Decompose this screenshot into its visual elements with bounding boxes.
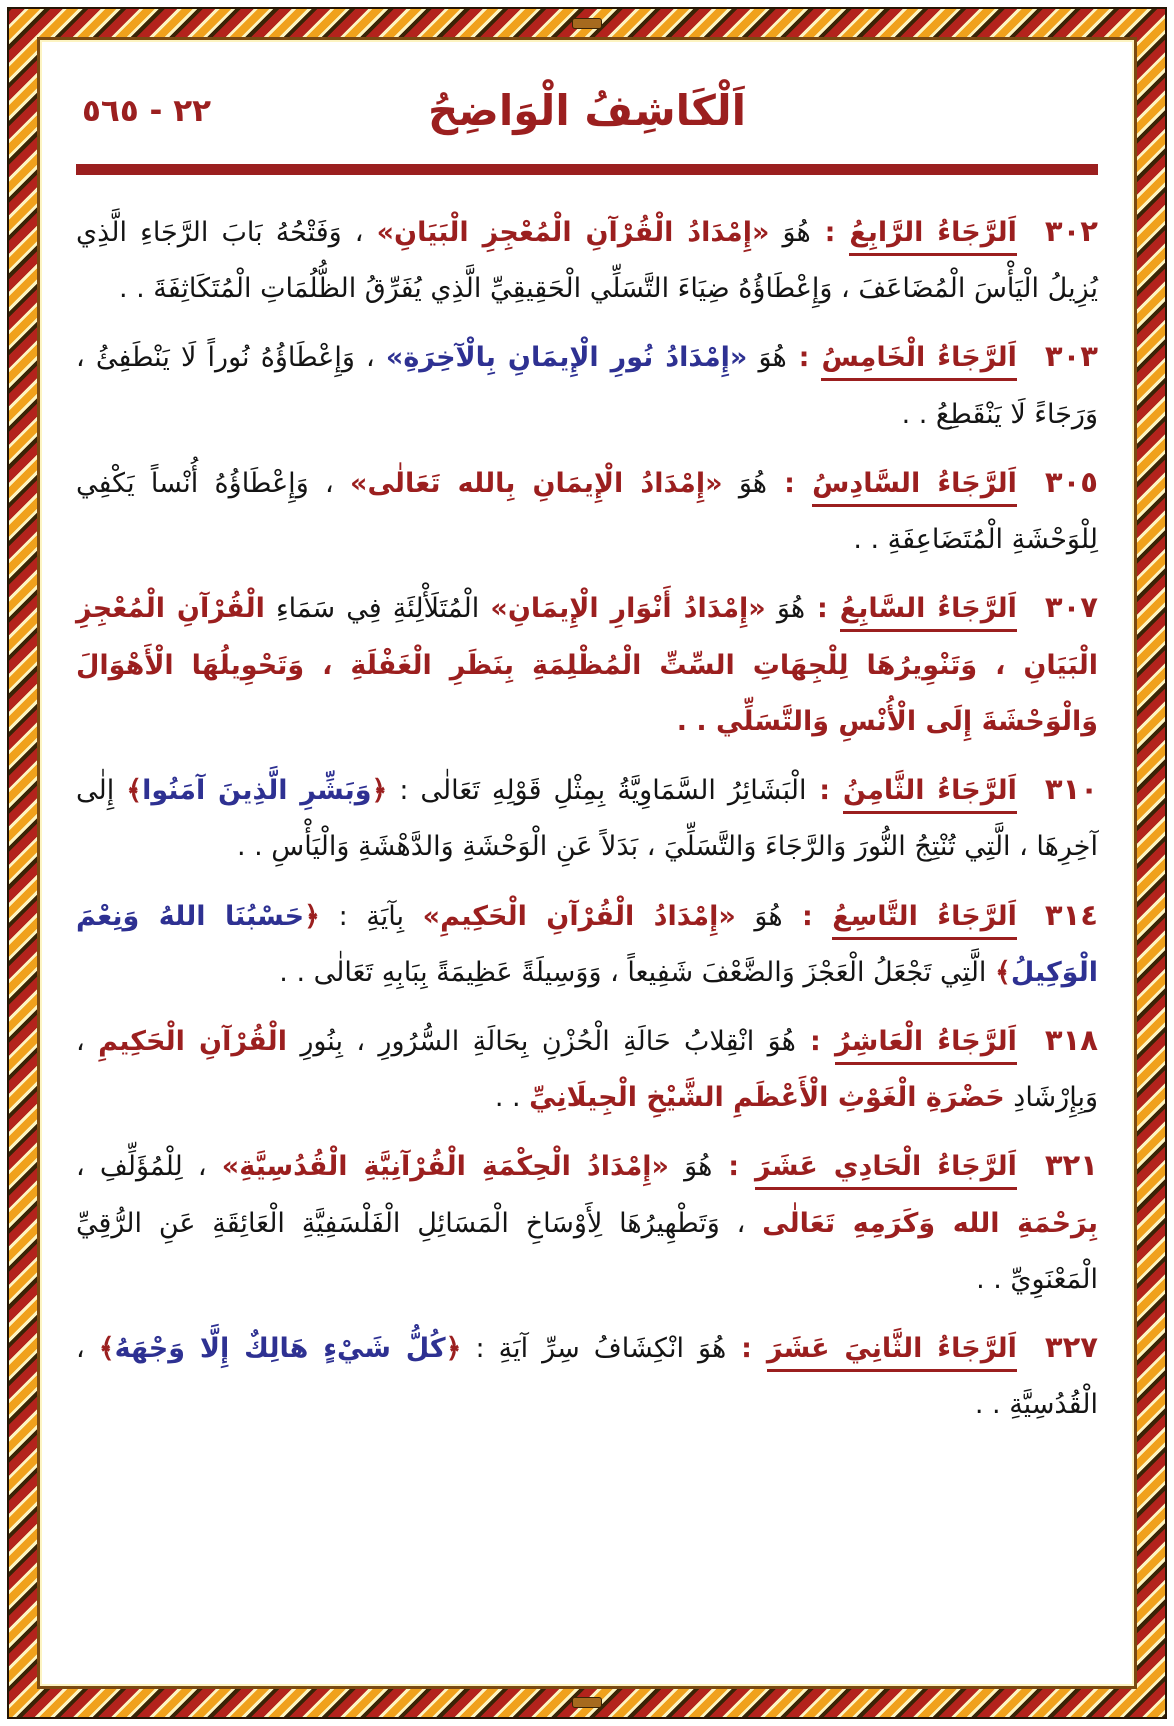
paragraph bbox=[76, 201, 1098, 317]
paragraph bbox=[76, 1317, 1098, 1433]
text-segment: : bbox=[786, 342, 822, 374]
section-heading: اَلرَّجَاءُ السَّابِعُ bbox=[840, 593, 1017, 632]
section-heading: اَلرَّجَاءُ الرَّابِعُ bbox=[849, 217, 1017, 256]
text-segment: «إِمْدَادُ نُورِ الْإِيمَانِ بِالْآخِرَةِ» bbox=[385, 342, 748, 374]
paragraph-number: ٣٢٧ bbox=[1044, 1330, 1098, 1365]
text-segment: ، الْقُدُسِيَّةِ . . bbox=[76, 1333, 1098, 1421]
paragraph-number: ٣٠٧ bbox=[1044, 590, 1099, 625]
text-segment: الْمُتَلَأْلِئَةِ فِي سَمَاءِ bbox=[264, 593, 491, 625]
text-segment: هُوَ bbox=[735, 900, 783, 932]
text-segment: ، وَفَتْحُهُ بَابَ الرَّجَاءِ الَّذِي يُزِيلُ الْيَأْسَ الْمُضَاعَفَ ، وَإِعْطَاؤُهُ ضِيَاءَ التَّسَلِّي الْحَقِيقِيِّ الَّذِي يُفَرِّقُ الظُّلُمَاتِ الْمُتَكَاثِفَةَ . . bbox=[76, 217, 1098, 305]
decorative-border bbox=[7, 7, 1167, 1719]
section-heading: اَلرَّجَاءُ الثَّامِنُ bbox=[843, 775, 1017, 814]
paragraph-number: ٣٠٣ bbox=[1044, 339, 1098, 374]
section-heading: اَلرَّجَاءُ التَّاسِعُ bbox=[832, 901, 1017, 940]
paragraph bbox=[76, 326, 1098, 442]
page-title: اَلْكَاشِفُ الْوَاضِحُ bbox=[427, 86, 747, 135]
ornate-bracket-icon: ﴾ bbox=[98, 1333, 115, 1365]
text-segment: ، وَتَطْهِيرُهَا لِأَوْسَاخِ الْمَسَائِلِ الْفَلْسَفِيَّةِ الْعَائِقَةِ عَنِ الرُّقِيِّ الْمَعْنَوِيِّ . . bbox=[76, 1207, 1098, 1295]
page-content bbox=[37, 37, 1137, 1689]
text-segment: : bbox=[805, 593, 840, 625]
section-heading: اَلرَّجَاءُ السَّادِسُ bbox=[812, 468, 1017, 507]
paragraph bbox=[76, 1135, 1098, 1308]
text-segment: : bbox=[712, 1151, 756, 1183]
text-segment: : bbox=[806, 775, 843, 807]
text-segment: هُوَ bbox=[747, 342, 787, 374]
text-segment: «إِمْدَادُ الْحِكْمَةِ الْقُرْآنِيَّةِ الْقُدُسِيَّةِ» bbox=[221, 1151, 669, 1183]
text-segment: حَضْرَةِ الْغَوْثِ الْأَعْظَمِ الشَّيْخِ الْجِيلَانِيِّ bbox=[529, 1082, 1005, 1114]
paragraph-number: ٣٠٢ bbox=[1044, 214, 1098, 248]
ornate-bracket-icon: ﴾ bbox=[995, 956, 1011, 988]
text-segment: الْبَشَائِرُ السَّمَاوِيَّةُ بِمِثْلِ قَوْلِهِ تَعَالٰى : bbox=[387, 775, 807, 807]
text-segment: الْقُرْآنِ الْحَكِيمِ bbox=[98, 1025, 287, 1057]
text-segment: «إِمْدَادُ الْإِيمَانِ بِالله تَعَالٰى» bbox=[350, 467, 723, 499]
text-segment: : bbox=[810, 217, 850, 248]
section-heading: اَلرَّجَاءُ الْعَاشِرُ bbox=[835, 1026, 1017, 1065]
text-segment: : bbox=[782, 900, 833, 932]
text-segment: وَبَشِّرِ الَّذِينَ آمَنُوا bbox=[142, 775, 372, 807]
text-segment: «إِمْدَادُ الْقُرْآنِ الْمُعْجِزِ الْبَيَانِ» bbox=[376, 217, 770, 248]
ornate-bracket-icon: ﴿ bbox=[304, 900, 320, 932]
text-segment: «إِمْدَادُ الْقُرْآنِ الْحَكِيمِ» bbox=[422, 900, 736, 932]
text-segment: هُوَ bbox=[765, 593, 806, 625]
section-heading: اَلرَّجَاءُ الْحَادِي عَشَرَ bbox=[755, 1151, 1017, 1190]
ornate-bracket-icon: ﴿ bbox=[371, 775, 388, 807]
text-segment: ، وَإِعْطَاؤُهُ أُنْساً يَكْفِي لِلْوَحْشَةِ الْمُتَضَاعِفَةِ . . bbox=[76, 467, 1098, 556]
text-segment: حَسْبُنَا اللهُ وَنِعْمَ الْوَكِيلُ bbox=[76, 900, 1098, 988]
section-heading: اَلرَّجَاءُ الثَّانِيَ عَشَرَ bbox=[767, 1333, 1017, 1372]
paragraph-number: ٣١٨ bbox=[1044, 1022, 1099, 1057]
text-segment: هُوَ bbox=[769, 217, 811, 248]
text-segment: هُوَ انْكِشَافُ سِرِّ آيَةِ : bbox=[461, 1333, 727, 1365]
text-segment: ، لِلْمُؤَلِّفِ ، bbox=[76, 1151, 222, 1183]
paragraph-number: ٣١٤ bbox=[1044, 897, 1098, 932]
paragraph-number: ٣١٠ bbox=[1044, 772, 1098, 807]
text-segment: الَّتِي تَجْعَلُ الْعَجْزَ وَالضَّعْفَ شَفِيعاً ، وَوَسِيلَةً عَظِيمَةً بِبَابِهِ تَعَالٰى . . bbox=[279, 956, 996, 988]
text-segment: . . bbox=[494, 1082, 530, 1114]
paragraph bbox=[76, 885, 1098, 1001]
text-segment: ، وَإِعْطَاؤُهُ نُوراً لَا يَنْطَفِئُ ، وَرَجَاءً لَا يَنْقَطِعُ . . bbox=[76, 342, 1098, 430]
text-segment: بِرَحْمَةِ الله وَكَرَمِهِ تَعَالٰى bbox=[762, 1207, 1098, 1239]
text-segment: : bbox=[767, 467, 813, 499]
paragraph bbox=[76, 452, 1098, 568]
paragraph-number: ٣٠٥ bbox=[1044, 464, 1099, 499]
page-header bbox=[76, 68, 1098, 154]
page-number-reference: ٢٢ - ٥٦٥ bbox=[82, 93, 212, 129]
text-segment: كُلُّ شَيْءٍ هَالِكٌ إِلَّا وَجْهَهُ bbox=[114, 1333, 446, 1365]
paragraphs-container bbox=[76, 201, 1098, 1434]
paragraph bbox=[76, 577, 1098, 750]
paragraph-number: ٣٢١ bbox=[1044, 1148, 1098, 1183]
text-segment: الْقُرْآنِ الْمُعْجِزِ الْبَيَانِ ، وَتَنْوِيرُهَا لِلْجِهَاتِ السِّتِّ الْمُظْلِمَةِ بِنَظَرِ الْغَفْلَةِ ، وَتَحْوِيلُهَا الْأَهْوَالَ وَالْوَحْشَةَ إِلَى الْأُنْسِ وَالتَّسَلِّي . . bbox=[76, 593, 1098, 737]
text-segment: : bbox=[795, 1025, 835, 1057]
section-heading: اَلرَّجَاءُ الْخَامِسُ bbox=[821, 342, 1016, 381]
text-segment: ، وَبِإِرْشَادِ bbox=[76, 1025, 1098, 1114]
text-segment: هُوَ انْقِلابُ حَالَةِ الْحُزْنِ بِحَالَةِ السُّرُورِ ، بِنُورِ bbox=[286, 1025, 796, 1057]
paragraph bbox=[76, 1010, 1098, 1126]
ornate-bracket-icon: ﴾ bbox=[126, 775, 143, 807]
border-ornament-bottom bbox=[572, 1697, 602, 1708]
text-segment: إِلٰى آخِرِهَا ، الَّتِي تُنْتِجُ النُّورَ وَالرَّجَاءَ وَالتَّسَلِّيَ ، بَدَلاً عَنِ الْوَحْشَةِ وَالدَّهْشَةِ وَالْيَأْسِ . . bbox=[76, 775, 1098, 863]
ornate-bracket-icon: ﴿ bbox=[445, 1333, 462, 1365]
border-ornament-top bbox=[572, 18, 602, 29]
text-segment: «إِمْدَادُ أَنْوَارِ الْإِيمَانِ» bbox=[490, 593, 766, 625]
header-divider bbox=[76, 164, 1098, 175]
text-segment: : bbox=[726, 1333, 767, 1365]
text-segment: هُوَ bbox=[722, 467, 768, 499]
text-segment: هُوَ bbox=[669, 1151, 713, 1183]
paragraph bbox=[76, 759, 1098, 875]
text-segment: بِآيَةِ : bbox=[319, 900, 423, 932]
